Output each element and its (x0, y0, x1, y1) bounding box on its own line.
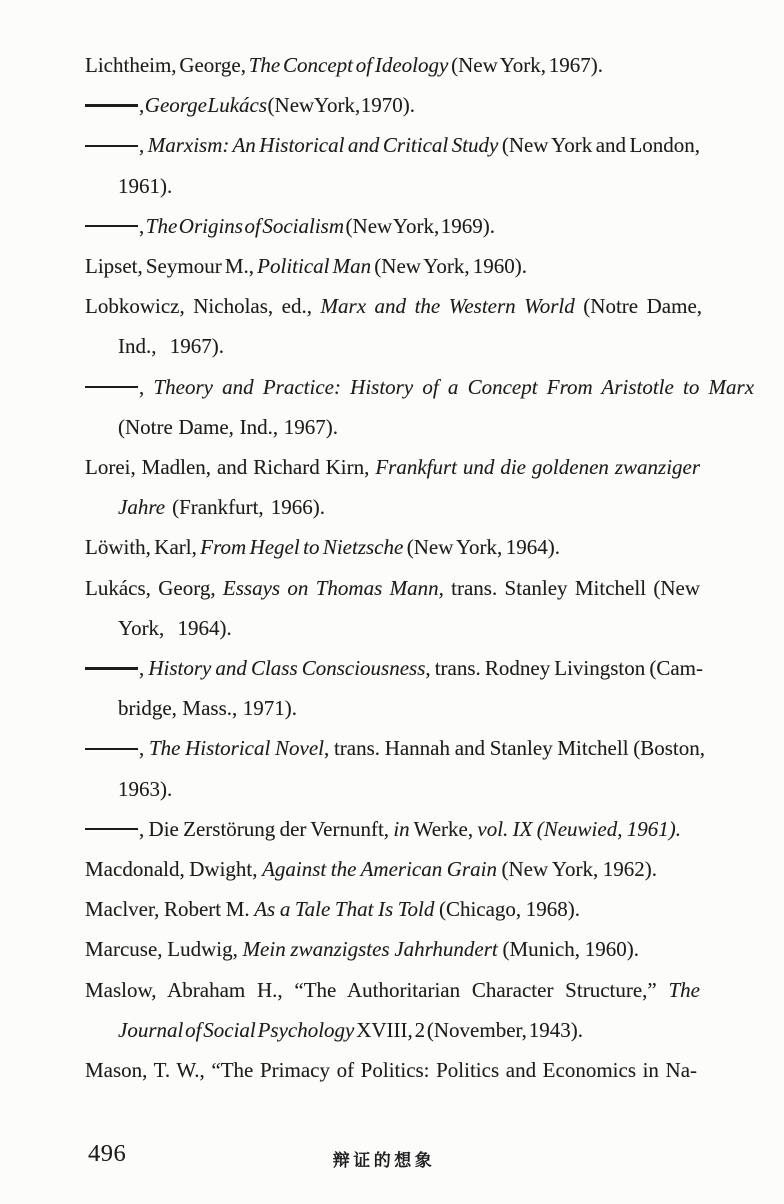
bib-line: Journal of Social Psychology XVIII, 2 (November, 1943). (118, 1017, 583, 1042)
bib-line: Lukács, Georg, Essays on Thomas Mann, trans. Stanley Mitchell (New (85, 575, 701, 600)
page-number: 496 (88, 1140, 127, 1167)
bib-line: Mason, T. W., “The Primacy of Politics: Politics and Economics in Na- (85, 1058, 698, 1083)
bib-entry (85, 367, 755, 447)
em-dash (85, 667, 138, 669)
em-dash (85, 145, 138, 147)
bib-line: (Notre Dame, Ind., 1967). (118, 414, 339, 439)
em-dash (85, 104, 138, 106)
bib-entry (85, 809, 703, 849)
bib-line: , The Origins of Socialism (New York, 1969). (85, 206, 703, 246)
bib-line: Macdonald, Dwight, Against the American Grain (New York, 1962). (85, 857, 657, 882)
bibliography-list (85, 45, 755, 1090)
em-dash (85, 225, 138, 227)
bib-line: , George Lukács (New York, 1970). (85, 85, 703, 125)
bib-line: Maclver, Robert M. As a Tale That Is Told (Chicago, 1968). (85, 897, 581, 922)
bib-line: , Theory and Practice: History of a Concept From Aristotle to Marx (85, 367, 703, 407)
bib-entry (85, 125, 703, 205)
bib-entry (85, 648, 703, 728)
em-dash (85, 828, 138, 830)
bib-line: , Die Zerstörung der Vernunft, in Werke, vol. IX (Neuwied, 1961). (85, 809, 703, 849)
bib-entry (85, 970, 703, 1050)
bib-entry (85, 929, 703, 969)
bib-line: York, 1964). (118, 615, 232, 640)
bib-entry (85, 527, 703, 567)
bib-line: 1963). (118, 776, 173, 801)
bib-entry (85, 45, 703, 85)
bib-entry (85, 206, 703, 246)
bib-line: 1961). (118, 173, 173, 198)
em-dash (85, 386, 138, 388)
bib-line: Löwith, Karl, From Hegel to Nietzsche (New York, 1964). (85, 535, 560, 560)
bib-line: , History and Class Consciousness, trans. Rodney Livingston (Cam- (85, 648, 703, 688)
bib-entry (85, 728, 703, 808)
bib-line: Lobkowicz, Nicholas, ed., Marx and the Western World (Notre Dame, (85, 294, 703, 319)
bib-entry (85, 849, 703, 889)
bib-line: Marcuse, Ludwig, Mein zwanzigstes Jahrhundert (Munich, 1960). (85, 937, 639, 962)
bib-entry (85, 286, 703, 366)
bib-line: Lichtheim, George, The Concept of Ideology (New York, 1967). (85, 53, 604, 77)
running-title-cjk: 辩证的想象 (332, 1151, 436, 1170)
bib-entry (85, 568, 703, 648)
bib-line: Jahre (Frankfurt, 1966). (118, 495, 325, 520)
bib-entry (85, 889, 703, 929)
bib-line: , The Historical Novel, trans. Hannah and Stanley Mitchell (Boston, (85, 728, 703, 768)
bib-line: Maslow, Abraham H., “The Authoritarian Character Structure,” The (85, 977, 700, 1002)
bib-line: , Marxism: An Historical and Critical Study (New York and London, (85, 125, 703, 165)
bib-entry (85, 85, 703, 125)
bib-entry (85, 447, 703, 527)
em-dash (85, 748, 138, 750)
bib-entry (85, 1050, 703, 1090)
bib-entry (85, 246, 703, 286)
bib-line: bridge, Mass., 1971). (118, 696, 297, 721)
bib-line: Lipset, Seymour M., Political Man (New York, 1960). (85, 254, 527, 279)
bib-line: Lorei, Madlen, and Richard Kirn, Frankfurt und die goldenen zwanziger (85, 455, 701, 480)
bib-line: Ind., 1967). (118, 334, 224, 359)
